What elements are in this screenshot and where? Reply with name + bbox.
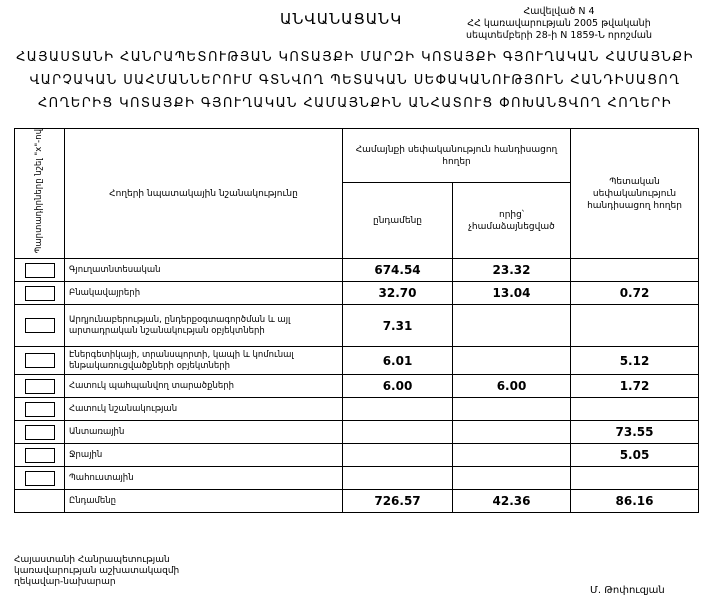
value-total [343,444,453,467]
value-of-which [453,398,571,421]
land-table [14,128,699,513]
category-name: Էներգետիկայի, տրանսպորտի, կապի և կոմունալ ենթակառուցվածքների օբյեկտների [65,347,343,375]
total-label: Ընդամենը [65,490,343,513]
value-total: 32.70 [343,282,453,305]
value-of-which [453,444,571,467]
total-row [15,490,699,513]
value-of-which [453,467,571,490]
header-community: Համայնքի սեփականություն հանդիսացող հողեր [343,129,571,183]
value-total [343,398,453,421]
sum-total: 726.57 [343,490,453,513]
heading-line-3: ՀՈՂԵՐԻՑ ԿՈՏԱՅՔԻ ԳՅՈՒՂԱԿԱՆ ՀԱՄԱՅՆՔԻՆ ԱՆՀԱՏՈՒՑ ՓՈԽԱՆՑՎՈՂ ՀՈՂԵՐԻ [37,96,673,111]
signature-line-1: Հայաստանի Հանրապետության [14,555,170,565]
category-name: Բնակավայրերի [65,282,343,305]
checkbox[interactable] [25,379,55,394]
value-state: 73.55 [571,421,699,444]
value-of-which: 6.00 [453,375,571,398]
annex-line-2: ՀՀ կառավարության 2005 թվականի [467,18,651,29]
value-state [571,305,699,347]
header-purpose: Հողերի նպատակային նշանակությունը [65,129,343,259]
checkbox[interactable] [25,353,55,368]
checkbox[interactable] [25,471,55,486]
table-row [15,467,699,490]
category-name: Հատուկ նշանակության [65,398,343,421]
header-check: Պարտադիրները նշել "x"-ով [15,129,65,259]
annex-line-1: Հավելված N 4 [523,6,595,17]
signer-name: Մ. Թոփուզյան [590,585,665,596]
table-row [15,398,699,421]
value-state: 1.72 [571,375,699,398]
value-of-which [453,305,571,347]
checkbox[interactable] [25,402,55,417]
checkbox[interactable] [25,263,55,278]
heading-line-2: ՎԱՐՉԱԿԱՆ ՍԱՀՄԱՆՆԵՐՈՒՄ ԳՏՆՎՈՂ ՊԵՏԱԿԱՆ ՍԵՓԱԿԱՆՈՒԹՅՈՒՆ ՀԱՆԴԻՍԱՑՈՂ [29,73,681,88]
table-row [15,444,699,467]
value-state [571,467,699,490]
value-total: 674.54 [343,259,453,282]
header-total: ընդամենը [343,183,453,259]
category-name: Գյուղատնտեսական [65,259,343,282]
value-state [571,259,699,282]
checkbox[interactable] [25,286,55,301]
value-state: 5.12 [571,347,699,375]
category-name: Անտառային [65,421,343,444]
header-of-which: որից՝ չհամաձայնեցված [453,183,571,259]
signature-line-3: ղեկավար-նախարար [14,577,116,587]
table-row [15,305,699,347]
value-total: 6.01 [343,347,453,375]
table-row [15,375,699,398]
value-total: 6.00 [343,375,453,398]
category-name: Արդյունաբերության, ընդերքօգտագործման և այլ արտադրական նշանակության օբյեկտների [65,305,343,347]
value-state: 5.05 [571,444,699,467]
total-row-blank [15,490,65,513]
sum-of-which: 42.36 [453,490,571,513]
annex-line-3: սեպտեմբերի 28-ի N 1859-Ն որոշման [465,30,653,41]
value-of-which [453,347,571,375]
checkbox[interactable] [25,448,55,463]
category-name: Հատուկ պահպանվող տարածքների [65,375,343,398]
signature-block [14,555,179,588]
category-name: Պահուստային [65,467,343,490]
value-of-which [453,421,571,444]
value-total [343,421,453,444]
value-state: 0.72 [571,282,699,305]
document-title: ԱՆՎԱՆԱՑԱՆԿ [280,10,403,28]
heading-line-1: ՀԱՅԱՍՏԱՆԻ ՀԱՆՐԱՊԵՏՈՒԹՅԱՆ ԿՈՏԱՅՔԻ ՄԱՐԶԻ ԿՈՏԱՅՔԻ ԳՅՈՒՂԱԿԱՆ ՀԱՄԱՅՆՔԻ [16,50,694,65]
value-of-which: 23.32 [453,259,571,282]
value-total: 7.31 [343,305,453,347]
signature-line-2: կառավարության աշխատակազմի [14,566,180,576]
sum-state: 86.16 [571,490,699,513]
table-row [15,282,699,305]
table-row [15,421,699,444]
header-row-1 [15,129,699,183]
value-total [343,467,453,490]
table-row [15,259,699,282]
value-state [571,398,699,421]
category-name: Ջրային [65,444,343,467]
header-state: Պետական սեփականություն հանդիսացող հողեր [571,129,699,259]
checkbox[interactable] [25,318,55,333]
value-of-which: 13.04 [453,282,571,305]
checkbox[interactable] [25,425,55,440]
annex-reference [448,6,670,42]
table-row [15,347,699,375]
